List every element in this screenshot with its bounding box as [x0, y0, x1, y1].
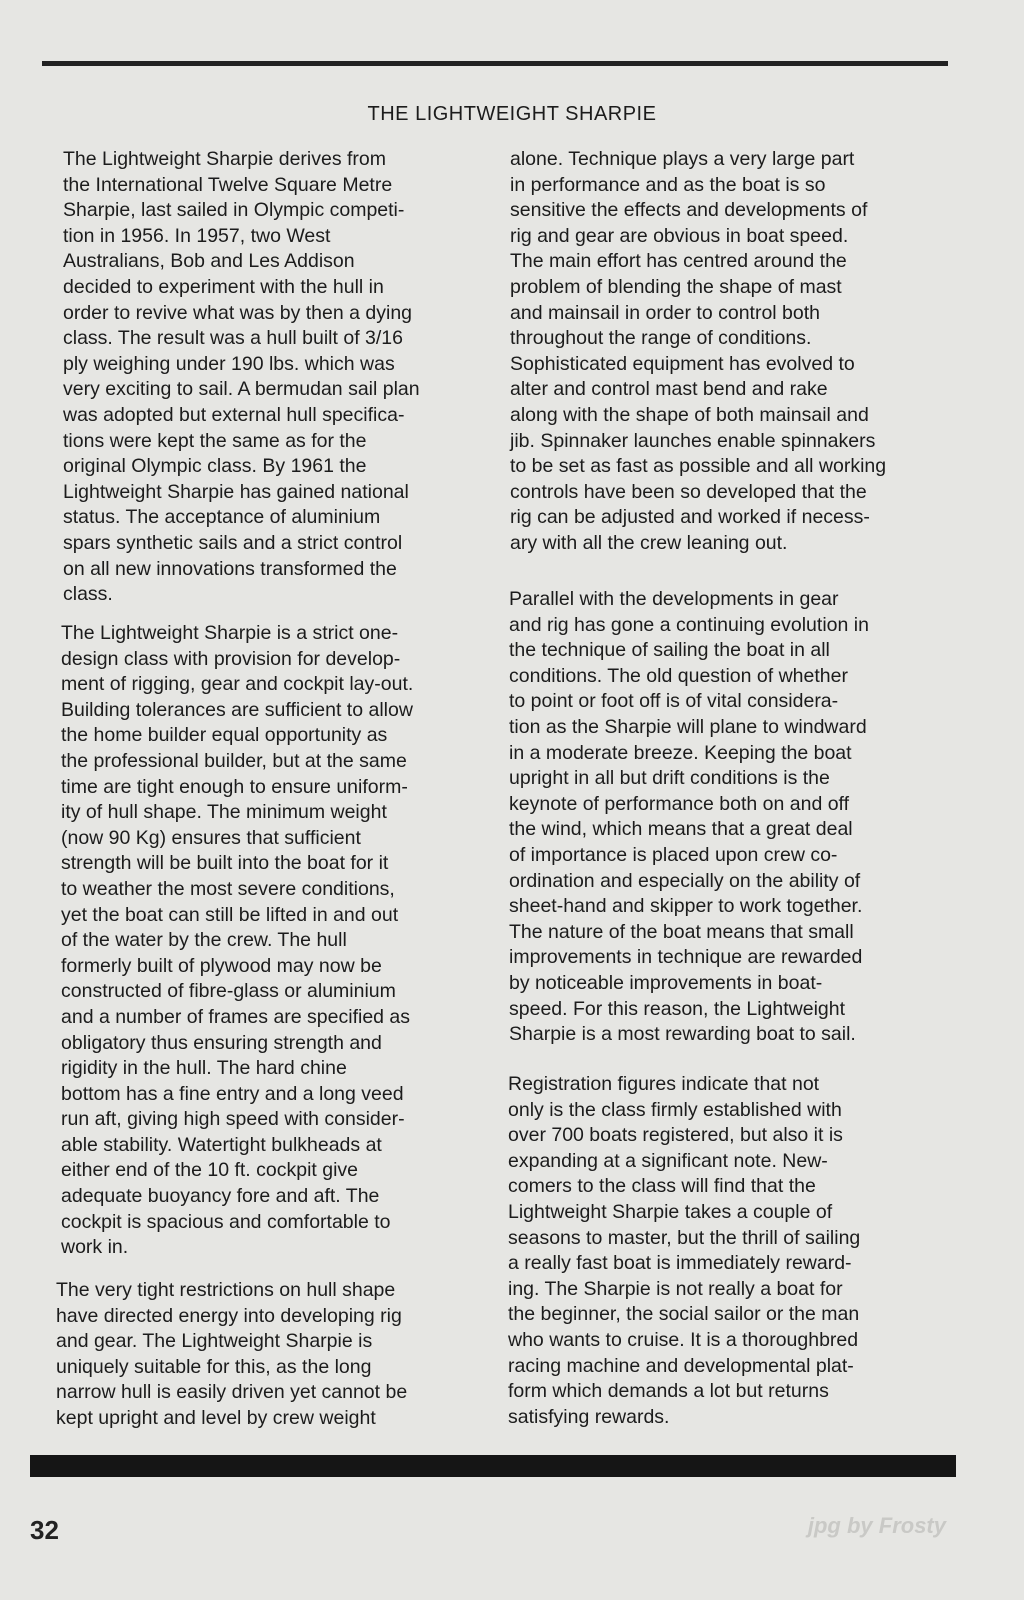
text-line: ply weighing under 190 lbs. which was: [63, 352, 395, 375]
text-line: only is the class firmly established with: [508, 1098, 842, 1121]
paragraph: [63, 147, 420, 608]
text-line: of the water by the crew. The hull: [61, 929, 347, 952]
text-line: Building tolerances are sufficient to allow: [61, 698, 413, 721]
text-line: narrow hull is easily driven yet cannot be: [56, 1381, 408, 1404]
text-line: speed. For this reason, the Lightweight: [509, 997, 846, 1020]
text-line: rigidity in the hull. The hard chine: [61, 1057, 347, 1080]
text-line: The main effort has centred around the: [510, 250, 847, 273]
text-line: to be set as fast as possible and all working: [510, 455, 887, 478]
text-line: either end of the 10 ft. cockpit give: [61, 1159, 359, 1182]
text-line: decided to experiment with the hull in: [63, 275, 384, 298]
text-line: and gear. The Lightweight Sharpie is: [56, 1330, 373, 1353]
text-line: yet the boat can still be lifted in and out: [61, 903, 399, 926]
text-line: the professional builder, but at the same: [61, 749, 407, 772]
text-line: Lightweight Sharpie takes a couple of: [508, 1200, 833, 1223]
text-line: bottom has a fine entry and a long veed: [61, 1082, 404, 1105]
text-line: ity of hull shape. The minimum weight: [61, 801, 387, 824]
text-line: Australians, Bob and Les Addison: [63, 250, 355, 273]
text-line: constructed of fibre-glass or aluminium: [61, 980, 396, 1003]
text-line: sensitive the effects and developments of: [510, 199, 868, 222]
text-line: status. The acceptance of aluminium: [63, 506, 381, 529]
text-line: class. The result was a hull built of 3/16: [63, 327, 403, 350]
text-line: design class with provision for develop-: [61, 647, 401, 670]
page-number: 32: [30, 1515, 59, 1545]
text-line: Registration figures indicate that not: [508, 1073, 820, 1095]
text-line: and rig has gone a continuing evolution in: [509, 613, 869, 636]
text-line: run aft, giving high speed with consider-: [61, 1108, 405, 1131]
text-line: the home builder equal opportunity as: [61, 724, 388, 747]
text-line: spars synthetic sails and a strict control: [63, 531, 403, 554]
text-line: very exciting to sail. A bermudan sail plan: [63, 378, 420, 401]
text-line: alone. Technique plays a very large part: [510, 148, 855, 170]
text-line: uniquely suitable for this, as the long: [56, 1355, 372, 1378]
text-line: of importance is placed upon crew co-: [509, 843, 838, 866]
text-line: formerly built of plywood may now be: [61, 954, 382, 977]
text-line: form which demands a lot but returns: [508, 1380, 829, 1403]
text-line: Lightweight Sharpie has gained national: [63, 480, 409, 503]
text-line: and a number of frames are specified as: [61, 1005, 411, 1028]
text-line: tions were kept the same as for the: [63, 429, 367, 452]
bottom-bar: [30, 1455, 956, 1477]
paragraph: [510, 147, 886, 557]
text-line: able stability. Watertight bulkheads at: [61, 1133, 382, 1156]
text-line: throughout the range of conditions.: [510, 327, 812, 350]
article-title: THE LIGHTWEIGHT SHARPIE: [367, 103, 657, 125]
paragraph: [509, 587, 869, 1048]
text-line: upright in all but drift conditions is the: [509, 767, 830, 790]
text-line: the International Twelve Square Metre: [63, 173, 393, 196]
text-line: ing. The Sharpie is not really a boat for: [508, 1277, 843, 1300]
text-line: ordination and especially on the ability of: [509, 869, 861, 892]
text-line: Sharpie is a most rewarding boat to sail.: [509, 1023, 856, 1046]
text-line: on all new innovations transformed the: [63, 557, 397, 580]
text-line: strength will be built into the boat for it: [61, 852, 389, 875]
text-line: (now 90 Kg) ensures that sufficient: [61, 826, 361, 849]
text-line: tion in 1956. In 1957, two West: [63, 224, 331, 247]
text-line: in a moderate breeze. Keeping the boat: [509, 741, 852, 764]
text-line: in performance and as the boat is so: [510, 173, 826, 196]
text-line: the technique of sailing the boat in all: [509, 639, 830, 662]
text-line: class.: [63, 583, 113, 606]
text-line: along with the shape of both mainsail and: [510, 403, 869, 426]
text-line: keynote of performance both on and off: [509, 792, 850, 815]
text-line: Parallel with the developments in gear: [509, 588, 839, 610]
text-line: to weather the most severe conditions,: [61, 877, 395, 900]
text-line: conditions. The old question of whether: [509, 664, 848, 687]
text-line: to point or foot off is of vital considera-: [509, 690, 839, 713]
text-line: comers to the class will find that the: [508, 1175, 816, 1198]
text-line: the beginner, the social sailor or the man: [508, 1303, 860, 1326]
text-line: controls have been so developed that the: [510, 480, 867, 503]
text-line: the wind, which means that a great deal: [509, 818, 853, 841]
text-line: problem of blending the shape of mast: [510, 275, 842, 298]
paragraph: [61, 621, 413, 1261]
text-line: was adopted but external hull specifica-: [63, 403, 405, 426]
text-line: original Olympic class. By 1961 the: [63, 455, 367, 478]
text-line: kept upright and level by crew weight: [56, 1406, 376, 1429]
text-line: racing machine and developmental plat-: [508, 1354, 854, 1377]
text-line: rig and gear are obvious in boat speed.: [510, 224, 849, 247]
text-line: seasons to master, but the thrill of sailing: [508, 1226, 861, 1249]
text-line: The very tight restrictions on hull shape: [56, 1279, 396, 1301]
text-line: ment of rigging, gear and cockpit lay-out.: [61, 673, 414, 696]
text-line: ary with all the crew leaning out.: [510, 531, 788, 554]
text-line: sheet-hand and skipper to work together.: [509, 895, 863, 918]
paragraph: [508, 1072, 860, 1430]
text-line: by noticeable improvements in boat-: [509, 971, 823, 994]
text-line: improvements in technique are rewarded: [509, 946, 863, 969]
text-line: work in.: [61, 1236, 129, 1259]
watermark: jpg by Frosty: [807, 1513, 946, 1538]
paragraph: [56, 1278, 407, 1432]
text-line: satisfying rewards.: [508, 1405, 670, 1428]
text-line: The Lightweight Sharpie derives from: [63, 148, 386, 170]
text-line: a really fast boat is immediately reward-: [508, 1252, 852, 1275]
top-rule: [42, 61, 948, 66]
text-line: over 700 boats registered, but also it is: [508, 1124, 843, 1147]
text-line: alter and control mast bend and rake: [510, 378, 828, 401]
text-line: The Lightweight Sharpie is a strict one-: [61, 622, 399, 644]
text-line: who wants to cruise. It is a thoroughbred: [508, 1328, 859, 1351]
text-line: rig can be adjusted and worked if necess-: [510, 506, 870, 529]
text-line: order to revive what was by then a dying: [63, 301, 413, 324]
text-line: obligatory thus ensuring strength and: [61, 1031, 382, 1054]
text-line: Sharpie, last sailed in Olympic competi-: [63, 199, 405, 222]
text-line: have directed energy into developing rig: [56, 1304, 402, 1327]
text-line: time are tight enough to ensure uniform-: [61, 775, 408, 798]
text-line: jib. Spinnaker launches enable spinnakers: [510, 429, 876, 452]
text-line: Sophisticated equipment has evolved to: [510, 352, 855, 375]
text-line: tion as the Sharpie will plane to windward: [509, 715, 867, 738]
text-line: The nature of the boat means that small: [509, 920, 854, 943]
text-line: expanding at a significant note. New-: [508, 1149, 828, 1172]
text-line: and mainsail in order to control both: [510, 301, 821, 324]
text-line: adequate buoyancy fore and aft. The: [61, 1185, 380, 1208]
text-line: cockpit is spacious and comfortable to: [61, 1210, 391, 1233]
